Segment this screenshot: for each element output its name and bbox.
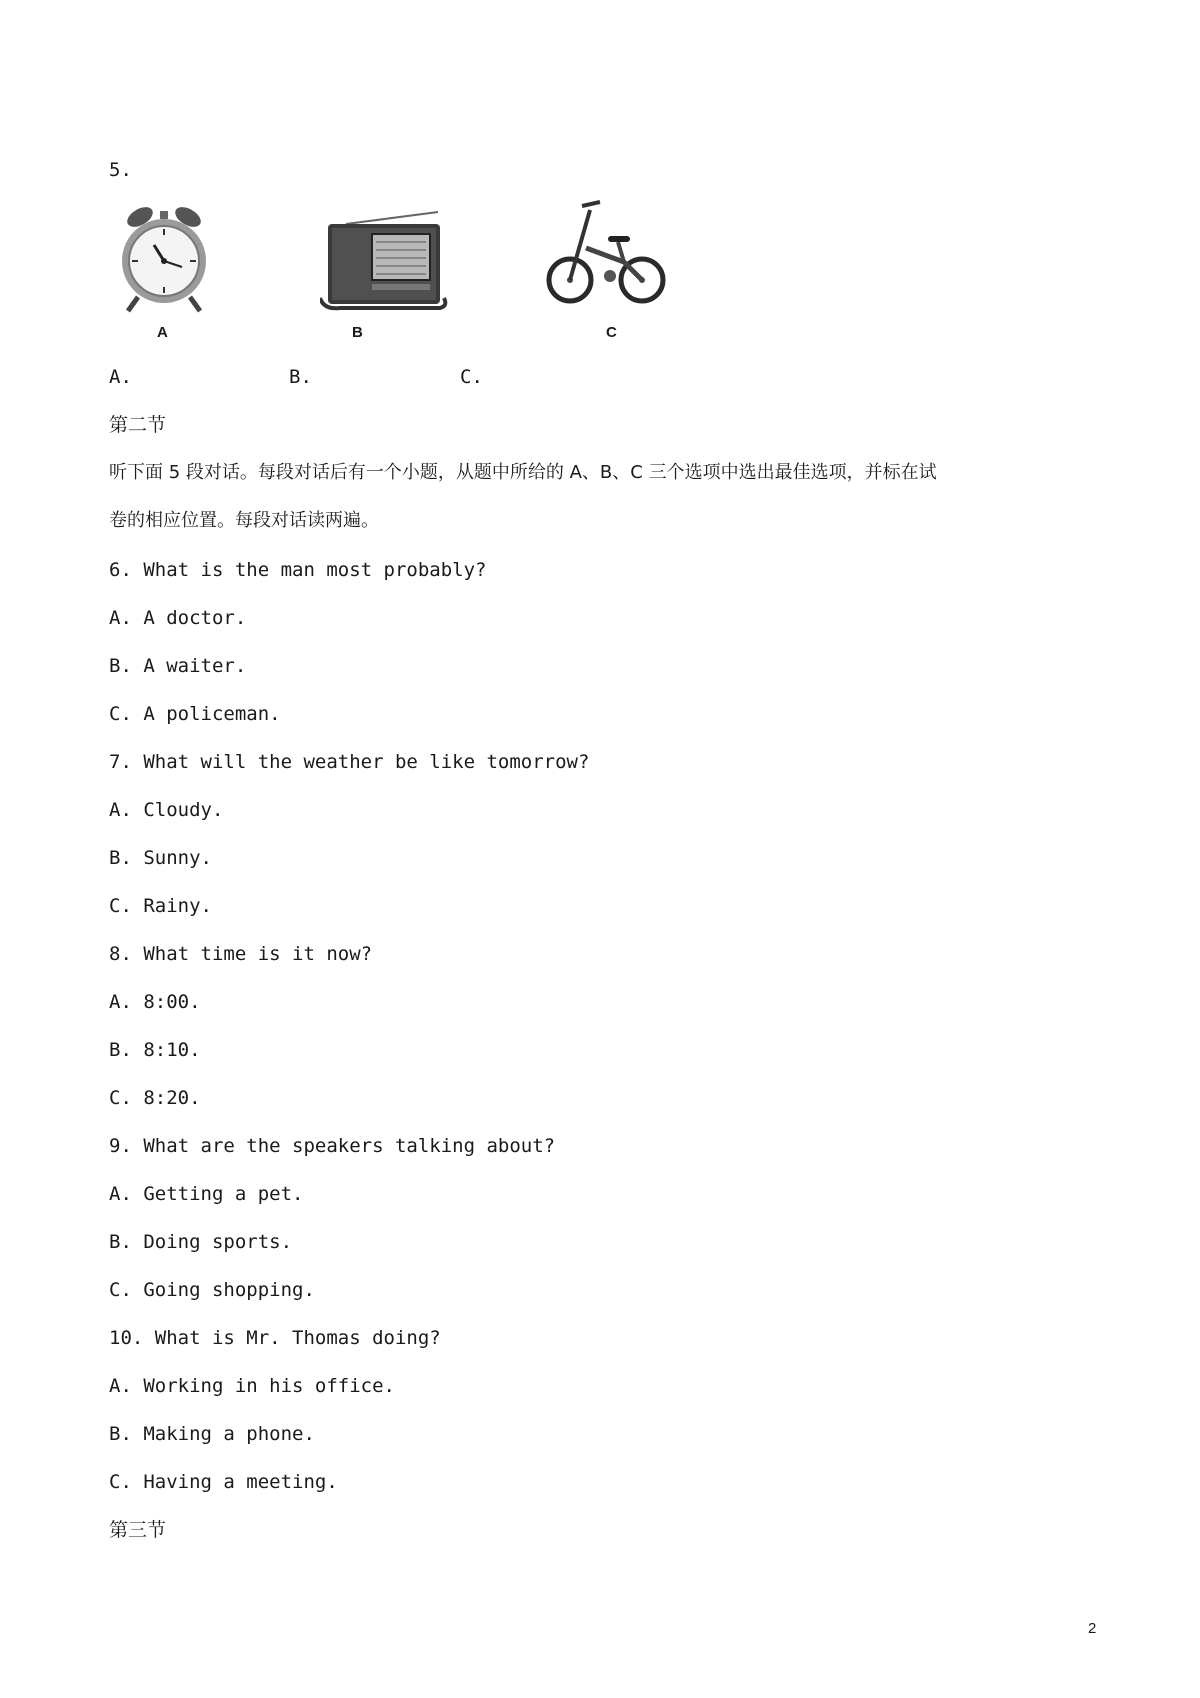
question-stem: 9. What are the speakers talking about? bbox=[109, 1135, 556, 1157]
bicycle-icon bbox=[546, 198, 666, 310]
q5-picture-c-label: C bbox=[606, 324, 617, 341]
question-option: B. A waiter. bbox=[109, 655, 247, 677]
question-option: B. Doing sports. bbox=[109, 1231, 293, 1253]
q5-option-c: C. bbox=[460, 366, 483, 388]
question-option: C. 8:20. bbox=[109, 1087, 201, 1109]
question-option: C. Going shopping. bbox=[109, 1279, 315, 1301]
question-stem: 8. What time is it now? bbox=[109, 943, 373, 965]
question-option: A. 8:00. bbox=[109, 991, 201, 1013]
radio-icon bbox=[320, 210, 450, 316]
question-option: B. 8:10. bbox=[109, 1039, 201, 1061]
page-number: 2 bbox=[1088, 1620, 1097, 1637]
question-stem: 10. What is Mr. Thomas doing? bbox=[109, 1327, 441, 1349]
question-option: A. Cloudy. bbox=[109, 799, 224, 821]
question-option: C. A policeman. bbox=[109, 703, 281, 725]
q5-option-b: B. bbox=[289, 366, 312, 388]
q5-option-a: A. bbox=[109, 366, 132, 388]
section2-title: 第二节 bbox=[109, 414, 167, 436]
alarm-clock-icon bbox=[116, 205, 212, 313]
section2-instruction-line1: 听下面 5 段对话。每段对话后有一个小题，从题中所给的 A、B、C 三个选项中选出最佳选项，并标在试 bbox=[109, 462, 937, 483]
q5-picture-b-label: B bbox=[352, 324, 363, 341]
q5-picture-c bbox=[546, 198, 666, 314]
question-option: A. Getting a pet. bbox=[109, 1183, 304, 1205]
question-option: B. Sunny. bbox=[109, 847, 212, 869]
question-option: A. Working in his office. bbox=[109, 1375, 395, 1397]
question-stem: 6. What is the man most probably? bbox=[109, 559, 487, 581]
q5-number: 5. bbox=[109, 159, 132, 181]
question-option: C. Having a meeting. bbox=[109, 1471, 338, 1493]
question-option: C. Rainy. bbox=[109, 895, 212, 917]
question-option: B. Making a phone. bbox=[109, 1423, 315, 1445]
q5-picture-a bbox=[116, 205, 212, 317]
section3-title: 第三节 bbox=[109, 1519, 167, 1541]
question-stem: 7. What will the weather be like tomorrow? bbox=[109, 751, 590, 773]
q5-picture-a-label: A bbox=[157, 324, 168, 341]
section2-instruction-line2: 卷的相应位置。每段对话读两遍。 bbox=[109, 510, 379, 531]
q5-picture-b bbox=[320, 210, 450, 320]
question-option: A. A doctor. bbox=[109, 607, 247, 629]
